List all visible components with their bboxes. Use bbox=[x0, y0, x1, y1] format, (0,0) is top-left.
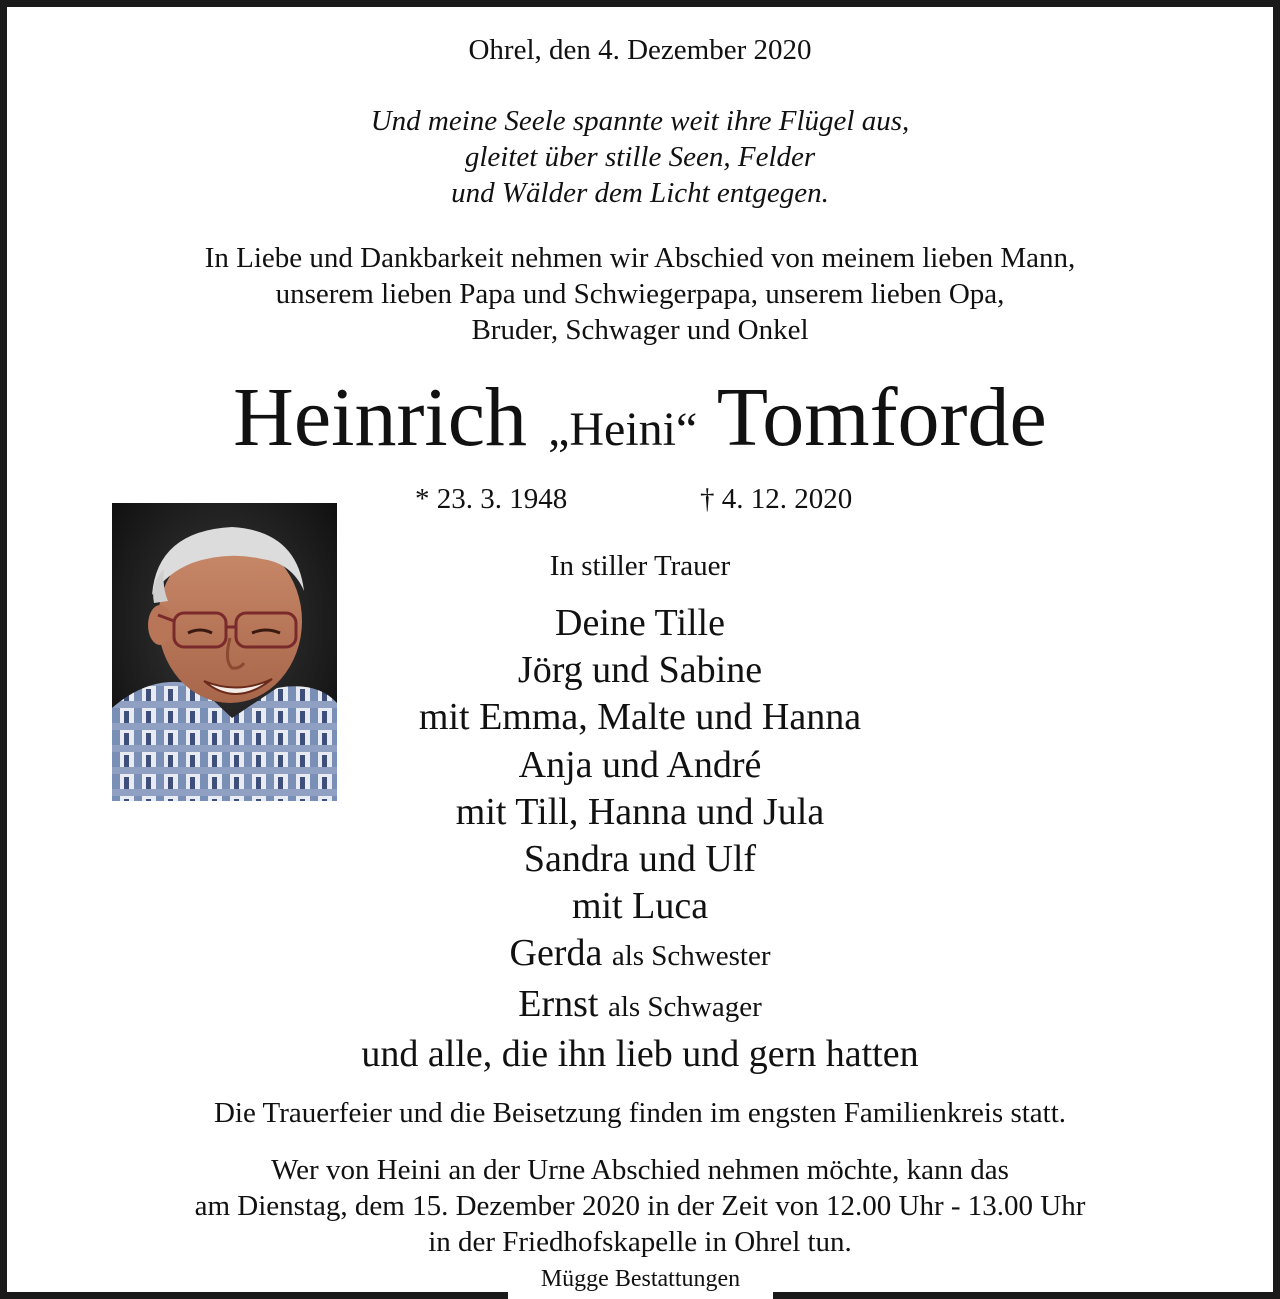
mourning-heading: In stiller Trauer bbox=[549, 550, 731, 582]
last-name: Tomforde bbox=[716, 371, 1047, 464]
birth-date: * 23. 3. 1948 bbox=[415, 483, 568, 515]
nickname: „Heini“ bbox=[548, 403, 698, 456]
poem bbox=[0, 103, 1280, 211]
mourner-line: Anja und André bbox=[518, 743, 762, 786]
mourner-line: Deine Tille bbox=[555, 602, 725, 644]
funeral-note: Die Trauerfeier und die Beisetzung finden im engsten Familienkreis statt. bbox=[213, 1097, 1067, 1129]
poem-line: Und meine Seele spannte weit ihre Flügel aus, bbox=[370, 105, 910, 137]
mourner-line: mit Luca bbox=[571, 885, 709, 928]
mourner-line: mit Emma, Malte und Hanna bbox=[418, 696, 862, 739]
urn-line: am Dienstag, dem 15. Dezember 2020 in der Zeit von 12.00 Uhr - 13.00 Uhr bbox=[194, 1190, 1086, 1222]
undertaker-name: Mügge Bestattungen bbox=[540, 1266, 741, 1292]
urn-line: Wer von Heini an der Urne Abschied nehmen möchte, kann das bbox=[271, 1154, 1009, 1186]
mourners-list bbox=[0, 600, 1280, 1078]
mourner-line-sister bbox=[0, 930, 1280, 980]
poem-line: gleitet über stille Seen, Felder bbox=[464, 141, 816, 173]
death-date: † 4. 12. 2020 bbox=[700, 483, 853, 515]
mourner-line-brother-in-law bbox=[0, 981, 1280, 1031]
sister-relation: als Schwester bbox=[611, 940, 771, 973]
urn-line: in der Friedhofskapelle in Ohrel tun. bbox=[428, 1226, 852, 1258]
sister-name: Gerda bbox=[509, 932, 603, 975]
farewell-intro bbox=[0, 240, 1280, 348]
brother-in-law-name: Ernst bbox=[518, 982, 599, 1025]
mourner-line: mit Till, Hanna und Jula bbox=[455, 790, 825, 833]
brother-in-law-relation: als Schwager bbox=[607, 990, 762, 1023]
deceased-name bbox=[0, 368, 1280, 480]
intro-line: unserem lieben Papa und Schwiegerpapa, unserem lieben Opa, bbox=[275, 278, 1005, 310]
mourner-closing: und alle, die ihn lieb und gern hatten bbox=[361, 1032, 919, 1075]
first-name: Heinrich bbox=[233, 371, 528, 464]
mourner-line: Sandra und Ulf bbox=[523, 838, 757, 881]
poem-line: und Wälder dem Licht entgegen. bbox=[451, 177, 829, 209]
urn-farewell-info bbox=[0, 1152, 1280, 1260]
place-date: Ohrel, den 4. Dezember 2020 bbox=[468, 34, 812, 66]
intro-line: Bruder, Schwager und Onkel bbox=[471, 314, 809, 346]
mourner-line: Jörg und Sabine bbox=[517, 649, 763, 692]
intro-line: In Liebe und Dankbarkeit nehmen wir Abschied von meinem lieben Mann, bbox=[204, 242, 1076, 274]
